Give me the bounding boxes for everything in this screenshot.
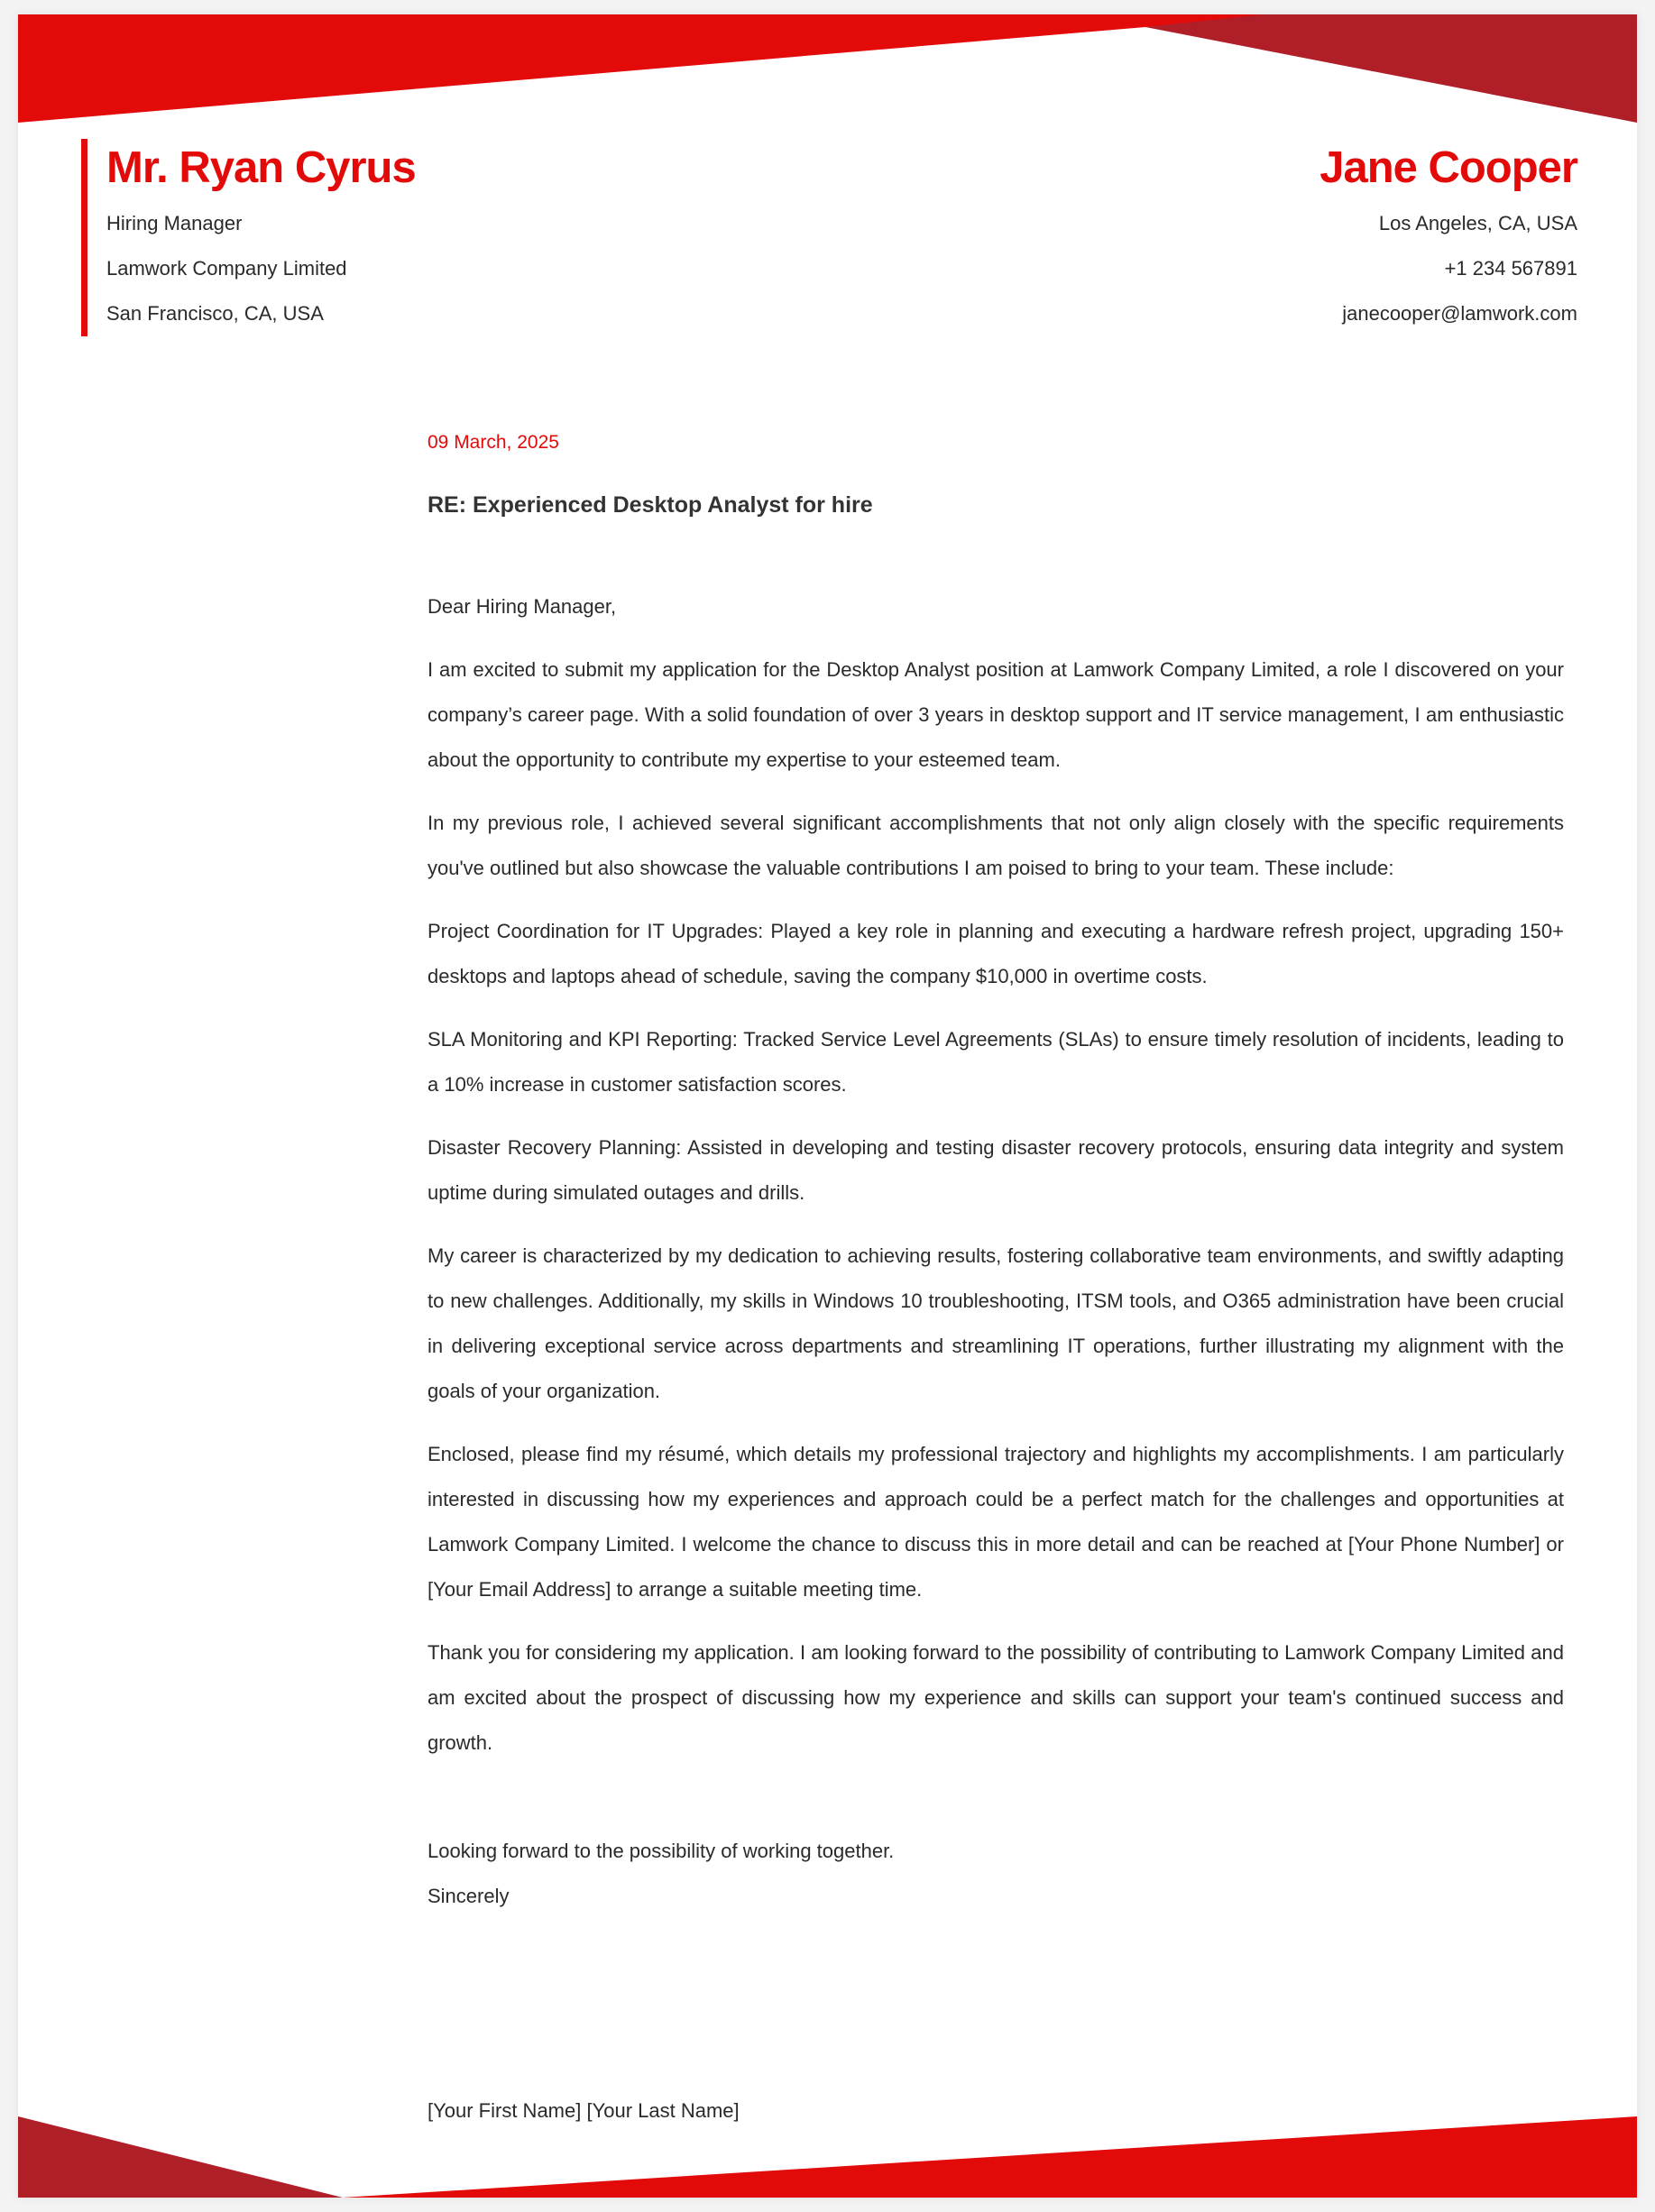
closing-block — [428, 1829, 1564, 1919]
sender-name: Jane Cooper — [1319, 143, 1577, 192]
recipient-location: San Francisco, CA, USA — [106, 302, 324, 325]
footer-decoration — [18, 2116, 1637, 2198]
recipient-title: Hiring Manager — [106, 212, 243, 234]
recipient-block — [81, 139, 575, 336]
paragraph-disaster-recovery: Disaster Recovery Planning: Assisted in developing and testing disaster recovery protocols, ensuring data integrity and system uptime during simulated outages and drills. — [428, 1136, 1564, 1204]
signature-name: [Your First Name] [Your Last Name] — [428, 2099, 740, 2122]
letter-date: 09 March, 2025 — [428, 432, 559, 453]
recipient-company: Lamwork Company Limited — [106, 257, 347, 280]
paragraph-accomplishments: In my previous role, I achieved several significant accomplishments that not only align closely with the specific requirements you've outlined but also showcase the valuable contributions I am poised to bring to your team. These include: — [428, 812, 1564, 879]
letter-body — [428, 429, 1564, 2134]
sender-phone: +1 234 567891 — [1444, 257, 1577, 280]
paragraph-thank-you: Thank you for considering my application. I am looking forward to the possibility of contributing to Lamwork Company Limited and am excited about the prospect of discussing how my experience and skills can support your team's continued success and growth. — [428, 1641, 1564, 1754]
closing-line: Looking forward to the possibility of working together. — [428, 1840, 895, 1862]
paragraph-career: My career is characterized by my dedication to achieving results, fostering collaborative team environments, and swiftly adapting to new challenges. Additionally, my skills in Windows 10 troubleshooting, ITSM tools, and O365 administration have been crucial in delivering exceptional service across departments and streamlining IT operations, further illustrating my alignment with the goals of your organization. — [428, 1244, 1564, 1402]
paragraph-intro: I am excited to submit my application for the Desktop Analyst position at Lamwork Company Limited, a role I discovered on your company’s career page. With a solid foundation of over 3 years in desktop support and IT service management, I am enthusiastic about the opportunity to contribute my expertise to your esteemed team. — [428, 658, 1564, 771]
paragraph-sla-monitoring: SLA Monitoring and KPI Reporting: Tracked Service Level Agreements (SLAs) to ensure timely resolution of incidents, leading to a 10% increase in customer satisfaction scores. — [428, 1028, 1564, 1096]
recipient-name: Mr. Ryan Cyrus — [106, 143, 416, 192]
sender-location: Los Angeles, CA, USA — [1378, 212, 1577, 234]
letter-subject: RE: Experienced Desktop Analyst for hire — [428, 492, 873, 518]
letter-page — [18, 14, 1637, 2198]
salutation: Dear Hiring Manager, — [428, 595, 617, 618]
paragraph-project-coordination: Project Coordination for IT Upgrades: Played a key role in planning and executing a hardware refresh project, upgrading 150+ desktops and laptops ahead of schedule, saving the company $10,000 in overtime costs. — [428, 920, 1564, 987]
sender-block — [1036, 139, 1577, 336]
sender-email: janecooper@lamwork.com — [1342, 302, 1577, 325]
header-decoration — [18, 14, 1637, 123]
sign-off: Sincerely — [428, 1885, 510, 1907]
paragraph-enclosed: Enclosed, please find my résumé, which details my professional trajectory and highlights my accomplishments. I am particularly interested in discussing how my experiences and approach could be a perfect match for the challenges and opportunities at Lamwork Company Limited. I welcome the chance to discuss this in more detail and can be reached at [Your Phone Number] or [Your Email Address] to arrange a suitable meeting time. — [428, 1443, 1564, 1601]
